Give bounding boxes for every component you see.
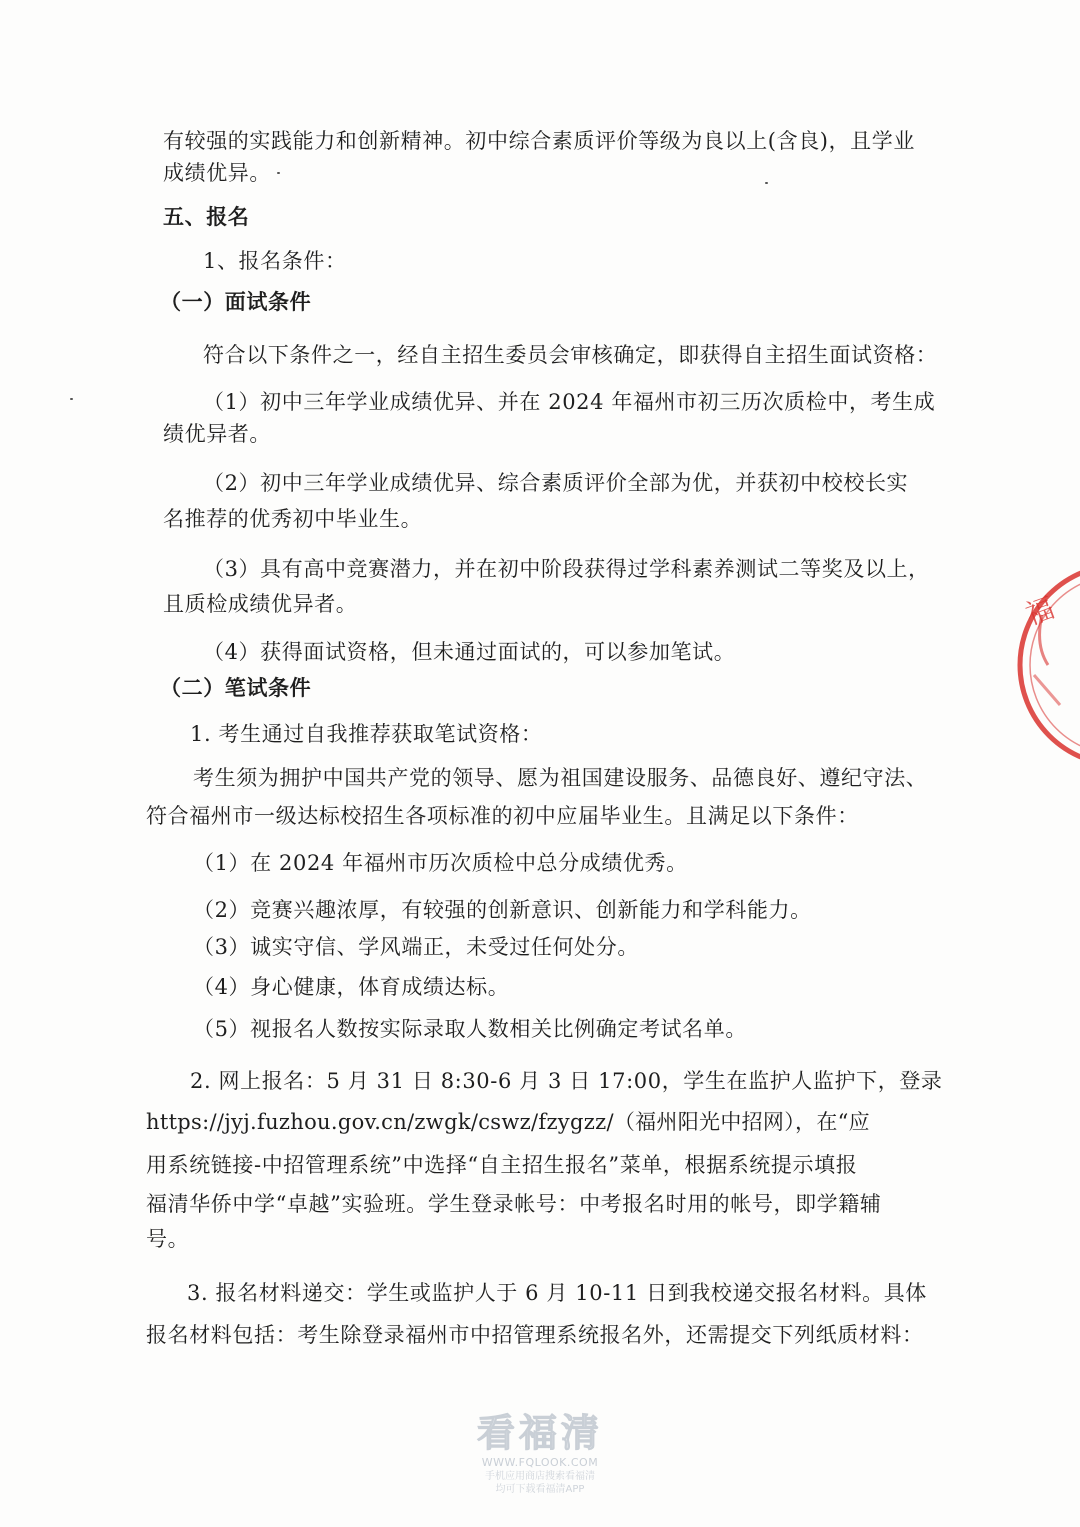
body-line-19: （5）视报名人数按实际录取人数相关比例确定考试名单。 xyxy=(193,1017,747,1041)
body-line-2: 成绩优异。 xyxy=(163,161,271,185)
scan-speck xyxy=(765,182,768,184)
watermark-url: WWW.FQLOOK.COM xyxy=(481,1456,599,1469)
watermark-subtitle-1: 手机应用商店搜索看福清 xyxy=(485,1471,595,1482)
body-line-9: （3）具有高中竞赛潜力，并在初中阶段获得过学科素养测试二等奖及以上， xyxy=(203,557,930,581)
body-line-8: 名推荐的优秀初中毕业生。 xyxy=(163,507,423,531)
body-line-20: 2. 网上报名：5 月 31 日 8:30-6 月 3 日 17:00，学生在监护人监护下，登录 xyxy=(190,1069,943,1093)
body-line-3: 1、报名条件： xyxy=(203,249,347,273)
body-line-17: （3）诚实守信、学风端正，未受过任何处分。 xyxy=(193,935,639,959)
svg-text:福: 福 xyxy=(1021,590,1059,632)
body-line-25: 报名材料包括：考生除登录福州市中招管理系统报名外，还需提交下列纸质材料： xyxy=(146,1323,924,1347)
body-line-16: （2）竞赛兴趣浓厚，有较强的创新意识、创新能力和学科能力。 xyxy=(193,898,812,922)
body-line-15: （1）在 2024 年福州市历次质检中总分成绩优秀。 xyxy=(193,851,688,875)
section-heading-registration: 五、报名 xyxy=(163,205,250,229)
body-line-14: 符合福州市一级达标校招生各项标准的初中应届毕业生。且满足以下条件： xyxy=(146,804,859,828)
body-line-22: 福清华侨中学“卓越”实验班。学生登录帐号：中考报名时用的帐号，即学籍辅 xyxy=(146,1192,882,1216)
red-seal-stamp xyxy=(990,555,1080,765)
site-watermark xyxy=(450,1410,630,1496)
body-line-10: 且质检成绩优异者。 xyxy=(163,592,358,616)
watermark-subtitle-2: 均可下载看福清APP xyxy=(495,1484,585,1495)
body-line-23: 号。 xyxy=(146,1227,190,1251)
body-line-12: 1. 考生通过自我推荐获取笔试资格： xyxy=(190,722,543,746)
body-line-21: 用系统链接-中招管理系统”中选择“自主招生报名”菜单，根据系统提示填报 xyxy=(146,1153,858,1177)
body-line-24: 3. 报名材料递交：学生或监护人于 6 月 10-11 日到我校递交报名材料。具体 xyxy=(187,1281,927,1305)
subsection-heading-written-test: （二）笔试条件 xyxy=(160,676,312,700)
scan-speck xyxy=(70,398,73,400)
body-line-1: 有较强的实践能力和创新精神。初中综合素质评价等级为良以上(含良)，且学业 xyxy=(163,129,915,153)
body-line-13: 考生须为拥护中国共产党的领导、愿为祖国建设服务、品德良好、遵纪守法、 xyxy=(193,766,928,790)
body-line-18: （4）身心健康，体育成绩达标。 xyxy=(193,975,510,999)
body-line-4: 符合以下条件之一，经自主招生委员会审核确定，即获得自主招生面试资格： xyxy=(203,343,938,367)
body-line-url: https://jyj.fuzhou.gov.cn/zwgk/cswz/fzygzz/（福州阳光中招网），在“应 xyxy=(146,1110,870,1134)
body-line-7: （2）初中三年学业成绩优异、综合素质评价全部为优，并获初中校校长实 xyxy=(203,471,909,495)
subsection-heading-interview: （一）面试条件 xyxy=(160,290,312,314)
watermark-title: 看福清 xyxy=(476,1411,603,1455)
body-line-11: （4）获得面试资格，但未通过面试的，可以参加笔试。 xyxy=(203,640,736,664)
body-line-5: （1）初中三年学业成绩优异、并在 2024 年福州市初三历次质检中，考生成 xyxy=(203,390,936,414)
scan-speck xyxy=(277,172,280,174)
body-line-6: 绩优异者。 xyxy=(163,422,271,446)
